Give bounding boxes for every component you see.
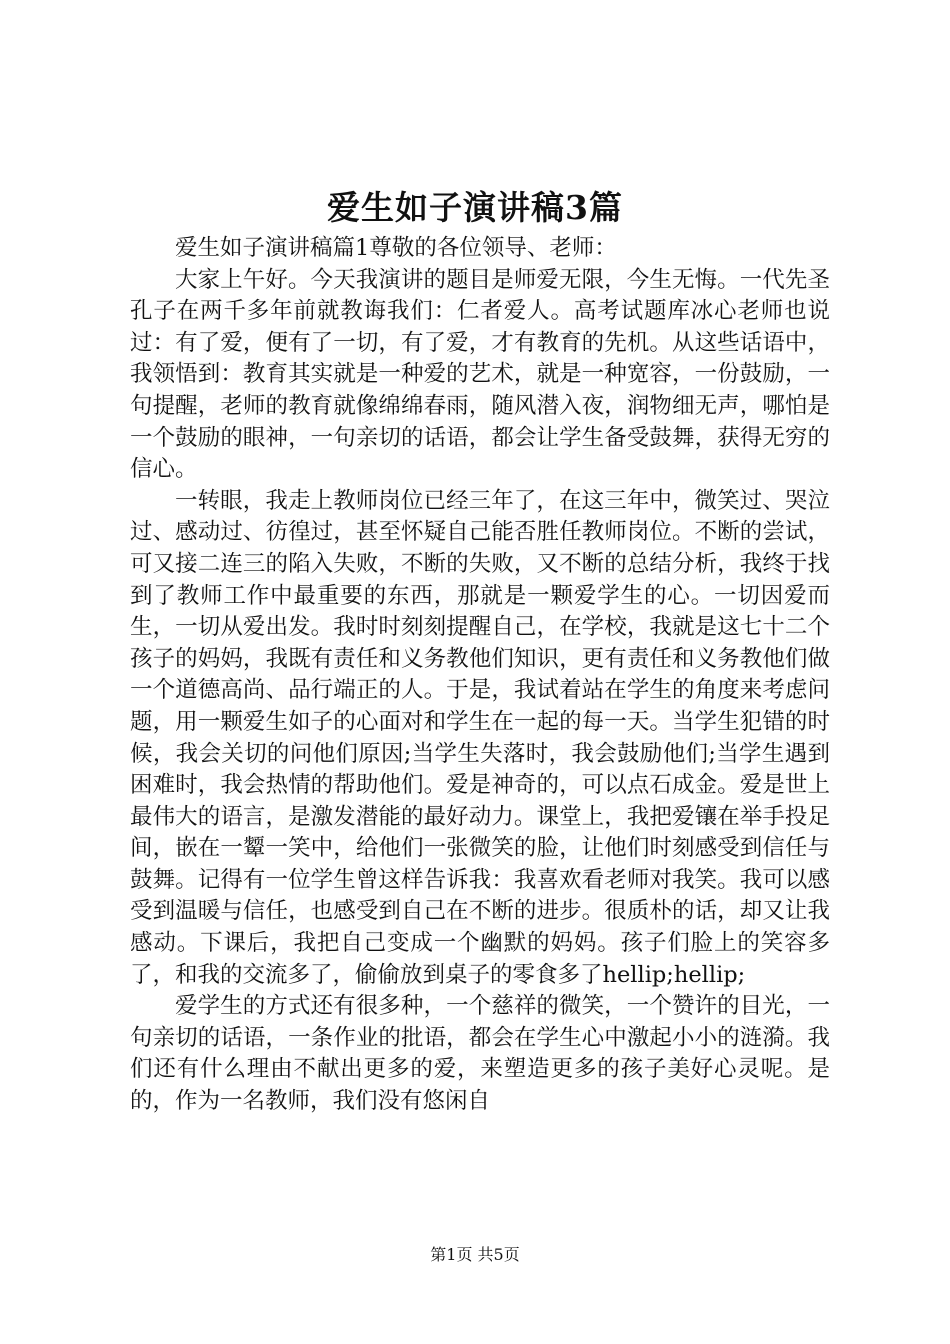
paragraph-ways-of-love: 爱学生的方式还有很多种，一个慈祥的微笑，一个赞许的目光，一句亲切的话语，一条作业的批语，都会在学生心中激起小小的涟漪。我们还有什么理由不献出更多的爱，来塑造更多的孩子美好心灵呢。是的，作为一名教师，我们没有悠闲自 — [130, 993, 830, 1115]
page-number-footer: 第1页 共5页 — [430, 1245, 520, 1264]
paragraph-salutation: 爱生如子演讲稿篇1尊敬的各位领导、老师： — [175, 235, 617, 261]
document-title: 爱生如子演讲稿3篇 — [327, 188, 623, 227]
paragraph-experience: 一转眼，我走上教师岗位已经三年了，在这三年中，微笑过、哭泣过、感动过、彷徨过，甚至怀疑自己能否胜任教师岗位。不断的尝试，可又接二连三的陷入失败，不断的失败，又不断的总结分析，我终于找到了教师工作中最重要的东西，那就是一颗爱学生的心。一切因爱而生，一切从爱出发。我时时刻刻提醒自己，在学校，我就是这七十二个孩子的妈妈，我既有责任和义务教他们知识，更有责任和义务教他们做一个道德高尚、品行端正的人。于是，我试着站在学生的角度来考虑问题，用一颗爱生如子的心面对和学生在一起的每一天。当学生犯错的时候，我会关切的问他们原因;当学生失落时，我会鼓励他们;当学生遇到困难时，我会热情的帮助他们。爱是神奇的，可以点石成金。爱是世上最伟大的语言，是激发潜能的最好动力。课堂上，我把爱镶在举手投足间，嵌在一颦一笑中，给他们一张微笑的脸，让他们时刻感受到信任与鼓舞。记得有一位学生曾这样告诉我：我喜欢看老师对我笑。我可以感受到温暖与信任，也感受到自己在不断的进步。很质朴的话，却又让我感动。下课后，我把自己变成一个幽默的妈妈。孩子们脸上的笑容多了，和我的交流多了，偷偷放到桌子的零食多了hellip;hellip; — [130, 487, 830, 988]
paragraph-opening: 大家上午好。今天我演讲的题目是师爱无限，今生无悔。一代先圣孔子在两千多年前就教诲我们：仁者爱人。高考试题库冰心老师也说过：有了爱，便有了一切，有了爱，才有教育的先机。从这些话语中，我领悟到：教育其实就是一种爱的艺术，就是一种宽容，一份鼓励，一句提醒，老师的教育就像绵绵春雨，随风潜入夜，润物细无声，哪怕是一个鼓励的眼神，一句亲切的话语，都会让学生备受鼓舞，获得无穷的信心。 — [130, 266, 830, 483]
document-body — [130, 233, 830, 1118]
